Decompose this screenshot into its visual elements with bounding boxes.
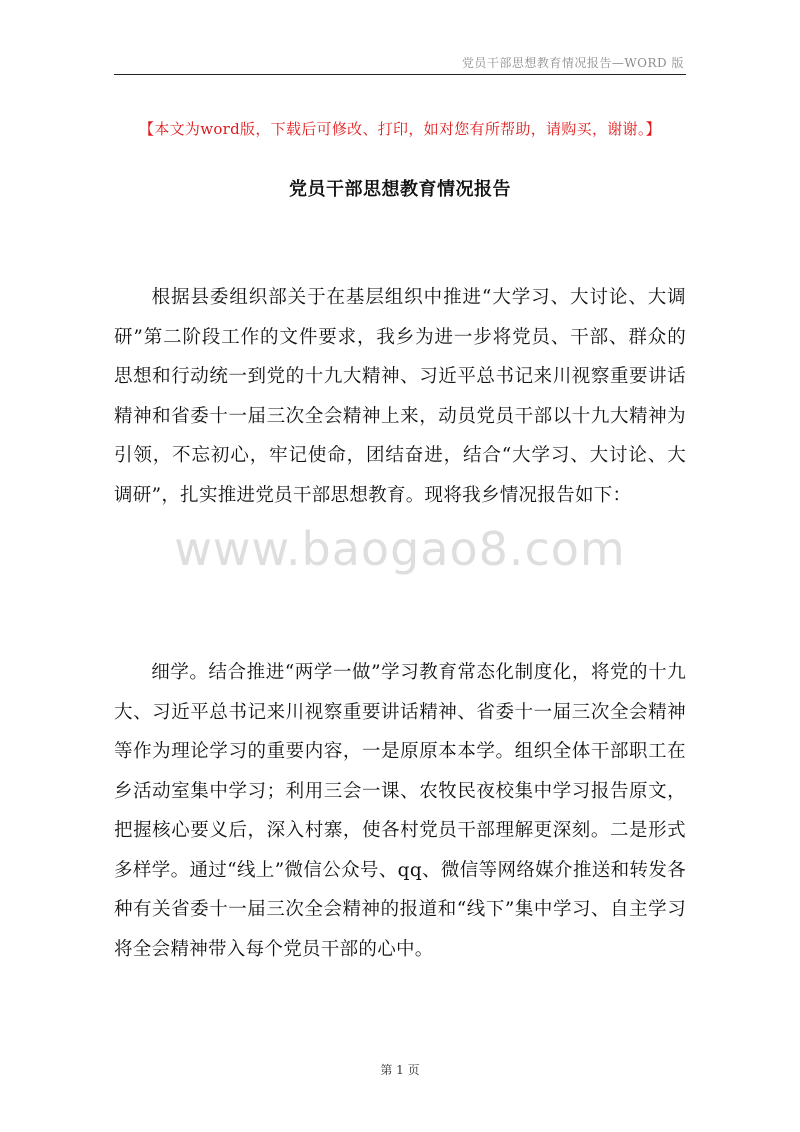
paragraph-intro <box>114 278 686 515</box>
document-title: 党员干部思想教育情况报告 <box>289 179 511 200</box>
purchase-notice: 【本文为word版，下载后可修改、打印，如对您有所帮助，请购买，谢谢。】 <box>139 120 661 138</box>
paragraph-intro-text: 根据县委组织部关于在基层组织中推进“大学习、大讨论、大调研”第二阶段工作的文件要求，我乡为进一步将党员、干部、群众的思想和行动统一到党的十九大精神、习近平总书记来川视察重要讲话精神和省委十一届三次全会精神上来，动员党员干部以十九大精神为引领，不忘初心，牢记使命，团结奋进，结合“大学习、大讨论、大调研”，扎实推进党员干部思想教育。现将我乡情况报告如下： <box>114 287 686 506</box>
running-header: 党员干部思想教育情况报告—WORD 版 <box>461 56 684 70</box>
header-rule <box>114 74 686 75</box>
page-number: 第 1 页 <box>380 1063 420 1077</box>
paragraph-study-text: 细学。结合推进“两学一做”学习教育常态化制度化，将党的十九大、习近平总书记来川视察重要讲话精神、省委十一届三次全会精神等作为理论学习的重要内容，一是原原本本学。组织全体干部职工在乡活动室集中学习；利用三会一课、农牧民夜校集中学习报告原文，把握核心要义后，深入村寨，使各村党员干部理解更深刻。二是形式多样学。通过“线上”微信公众号、qq、微信等网络媒介推送和转发各种有关省委十一届三次全会精神的报道和“线下”集中学习、自主学习将全会精神带入每个党员干部的心中。 <box>114 662 686 960</box>
paragraph-study <box>114 653 686 969</box>
watermark: www.baogao8.com <box>174 522 626 576</box>
